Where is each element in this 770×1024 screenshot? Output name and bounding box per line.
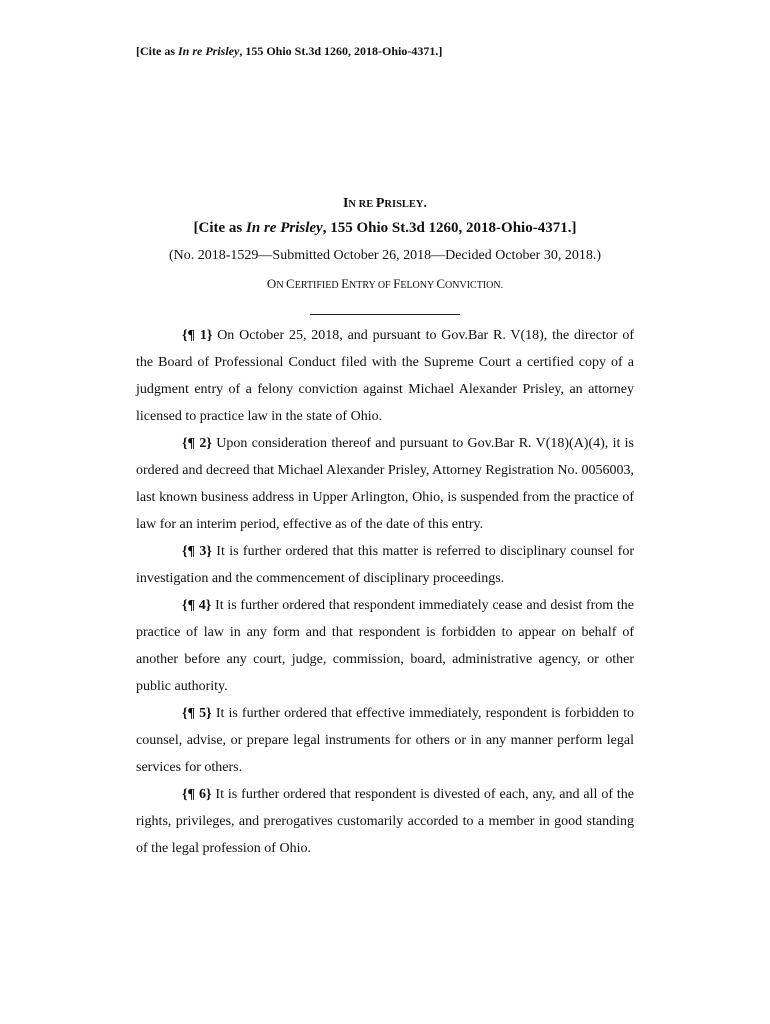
paragraph-text: On October 25, 2018, and pursuant to Gov.Bar R. V(18), the director of the Board of Professional Conduct filed with the Supreme Court a certified copy of a judgment entry of a felony conviction against Michael Alexander Prisley, an attorney licensed to practice law in the state of Ohio. <box>136 328 634 424</box>
paragraph-number: {¶ 5} <box>182 706 212 721</box>
entry-type-big: C <box>436 276 446 291</box>
paragraph-2 <box>136 430 634 538</box>
paragraph-text: It is further ordered that this matter is referred to disciplinary counsel for investigation and the commencement of disciplinary proceedings. <box>136 544 634 586</box>
paragraph-text: It is further ordered that effective immediately, respondent is forbidden to counsel, advise, or prepare legal instruments for others or in any manner perform legal services for others. <box>136 706 634 775</box>
citation-suffix: , 155 Ohio St.3d 1260, 2018-Ohio-4371.] <box>322 220 577 236</box>
citation-line <box>0 220 770 237</box>
entry-type-small: ERTIFIED <box>294 280 342 291</box>
paragraph-number: {¶ 2} <box>182 436 212 451</box>
case-title-in-i: I <box>342 196 349 211</box>
entry-type-small: NTRY OF <box>349 280 394 291</box>
citation-prefix: [Cite as <box>193 220 247 236</box>
entry-type-word <box>341 276 393 291</box>
running-head-prefix: [Cite as <box>136 44 178 58</box>
entry-type-big: O <box>266 276 277 291</box>
entry-type-small: ONVICTION. <box>445 280 504 291</box>
running-head-case-name: In re Prisley <box>178 44 240 58</box>
paragraph-text: It is further ordered that respondent immediately cease and desist from the practice of law in any form and that respondent is forbidden to appear on behalf of another before any court, judge, commission, board, administrative agency, or other public authority. <box>136 598 634 694</box>
paragraph-6 <box>136 781 634 862</box>
section-divider <box>310 314 460 315</box>
entry-type-big: E <box>341 276 350 291</box>
running-head-suffix: , 155 Ohio St.3d 1260, 2018-Ohio-4371.] <box>239 44 443 58</box>
paragraph-3 <box>136 538 634 592</box>
paragraph-5 <box>136 700 634 781</box>
paragraph-text: Upon consideration thereof and pursuant to Gov.Bar R. V(18)(A)(4), it is ordered and decreed that Michael Alexander Prisley, Attorney Registration No. 0056003, last known business address in Upper Arlington, Ohio, is suspended from the practice of law for an interim period, effective as of the date of this entry. <box>136 436 635 532</box>
case-title-in-n: N <box>348 199 357 210</box>
entry-type-small: N <box>276 280 287 291</box>
case-title-risley: RISLEY <box>384 199 424 210</box>
case-title-p: P <box>375 196 385 211</box>
case-title <box>0 196 770 212</box>
paragraph-number: {¶ 3} <box>182 544 212 559</box>
entry-type-word <box>436 276 503 291</box>
entry-type-big: F <box>393 276 401 291</box>
paragraph-number: {¶ 6} <box>182 787 212 802</box>
paragraph-number: {¶ 4} <box>182 598 212 613</box>
paragraph-1 <box>136 322 634 430</box>
entry-type-big: C <box>286 276 295 291</box>
docket-line: (No. 2018-1529—Submitted October 26, 2018—Decided October 30, 2018.) <box>169 248 601 263</box>
entry-type-word <box>286 276 341 291</box>
paragraph-text: It is further ordered that respondent is divested of each, any, and all of the rights, privileges, and prerogatives customarily accorded to a member in good standing of the legal profession of Ohio. <box>136 787 634 856</box>
running-head <box>136 44 442 59</box>
entry-type <box>0 276 770 292</box>
entry-type-small: ELONY <box>400 280 437 291</box>
citation-case-name: In re Prisley <box>246 220 323 236</box>
opinion-body <box>136 322 634 862</box>
entry-type-word <box>393 276 436 291</box>
paragraph-4 <box>136 592 634 700</box>
case-title-re: RE <box>356 199 376 210</box>
entry-type-word <box>267 276 286 291</box>
case-title-period: . <box>423 196 428 211</box>
paragraph-number: {¶ 1} <box>182 328 213 343</box>
